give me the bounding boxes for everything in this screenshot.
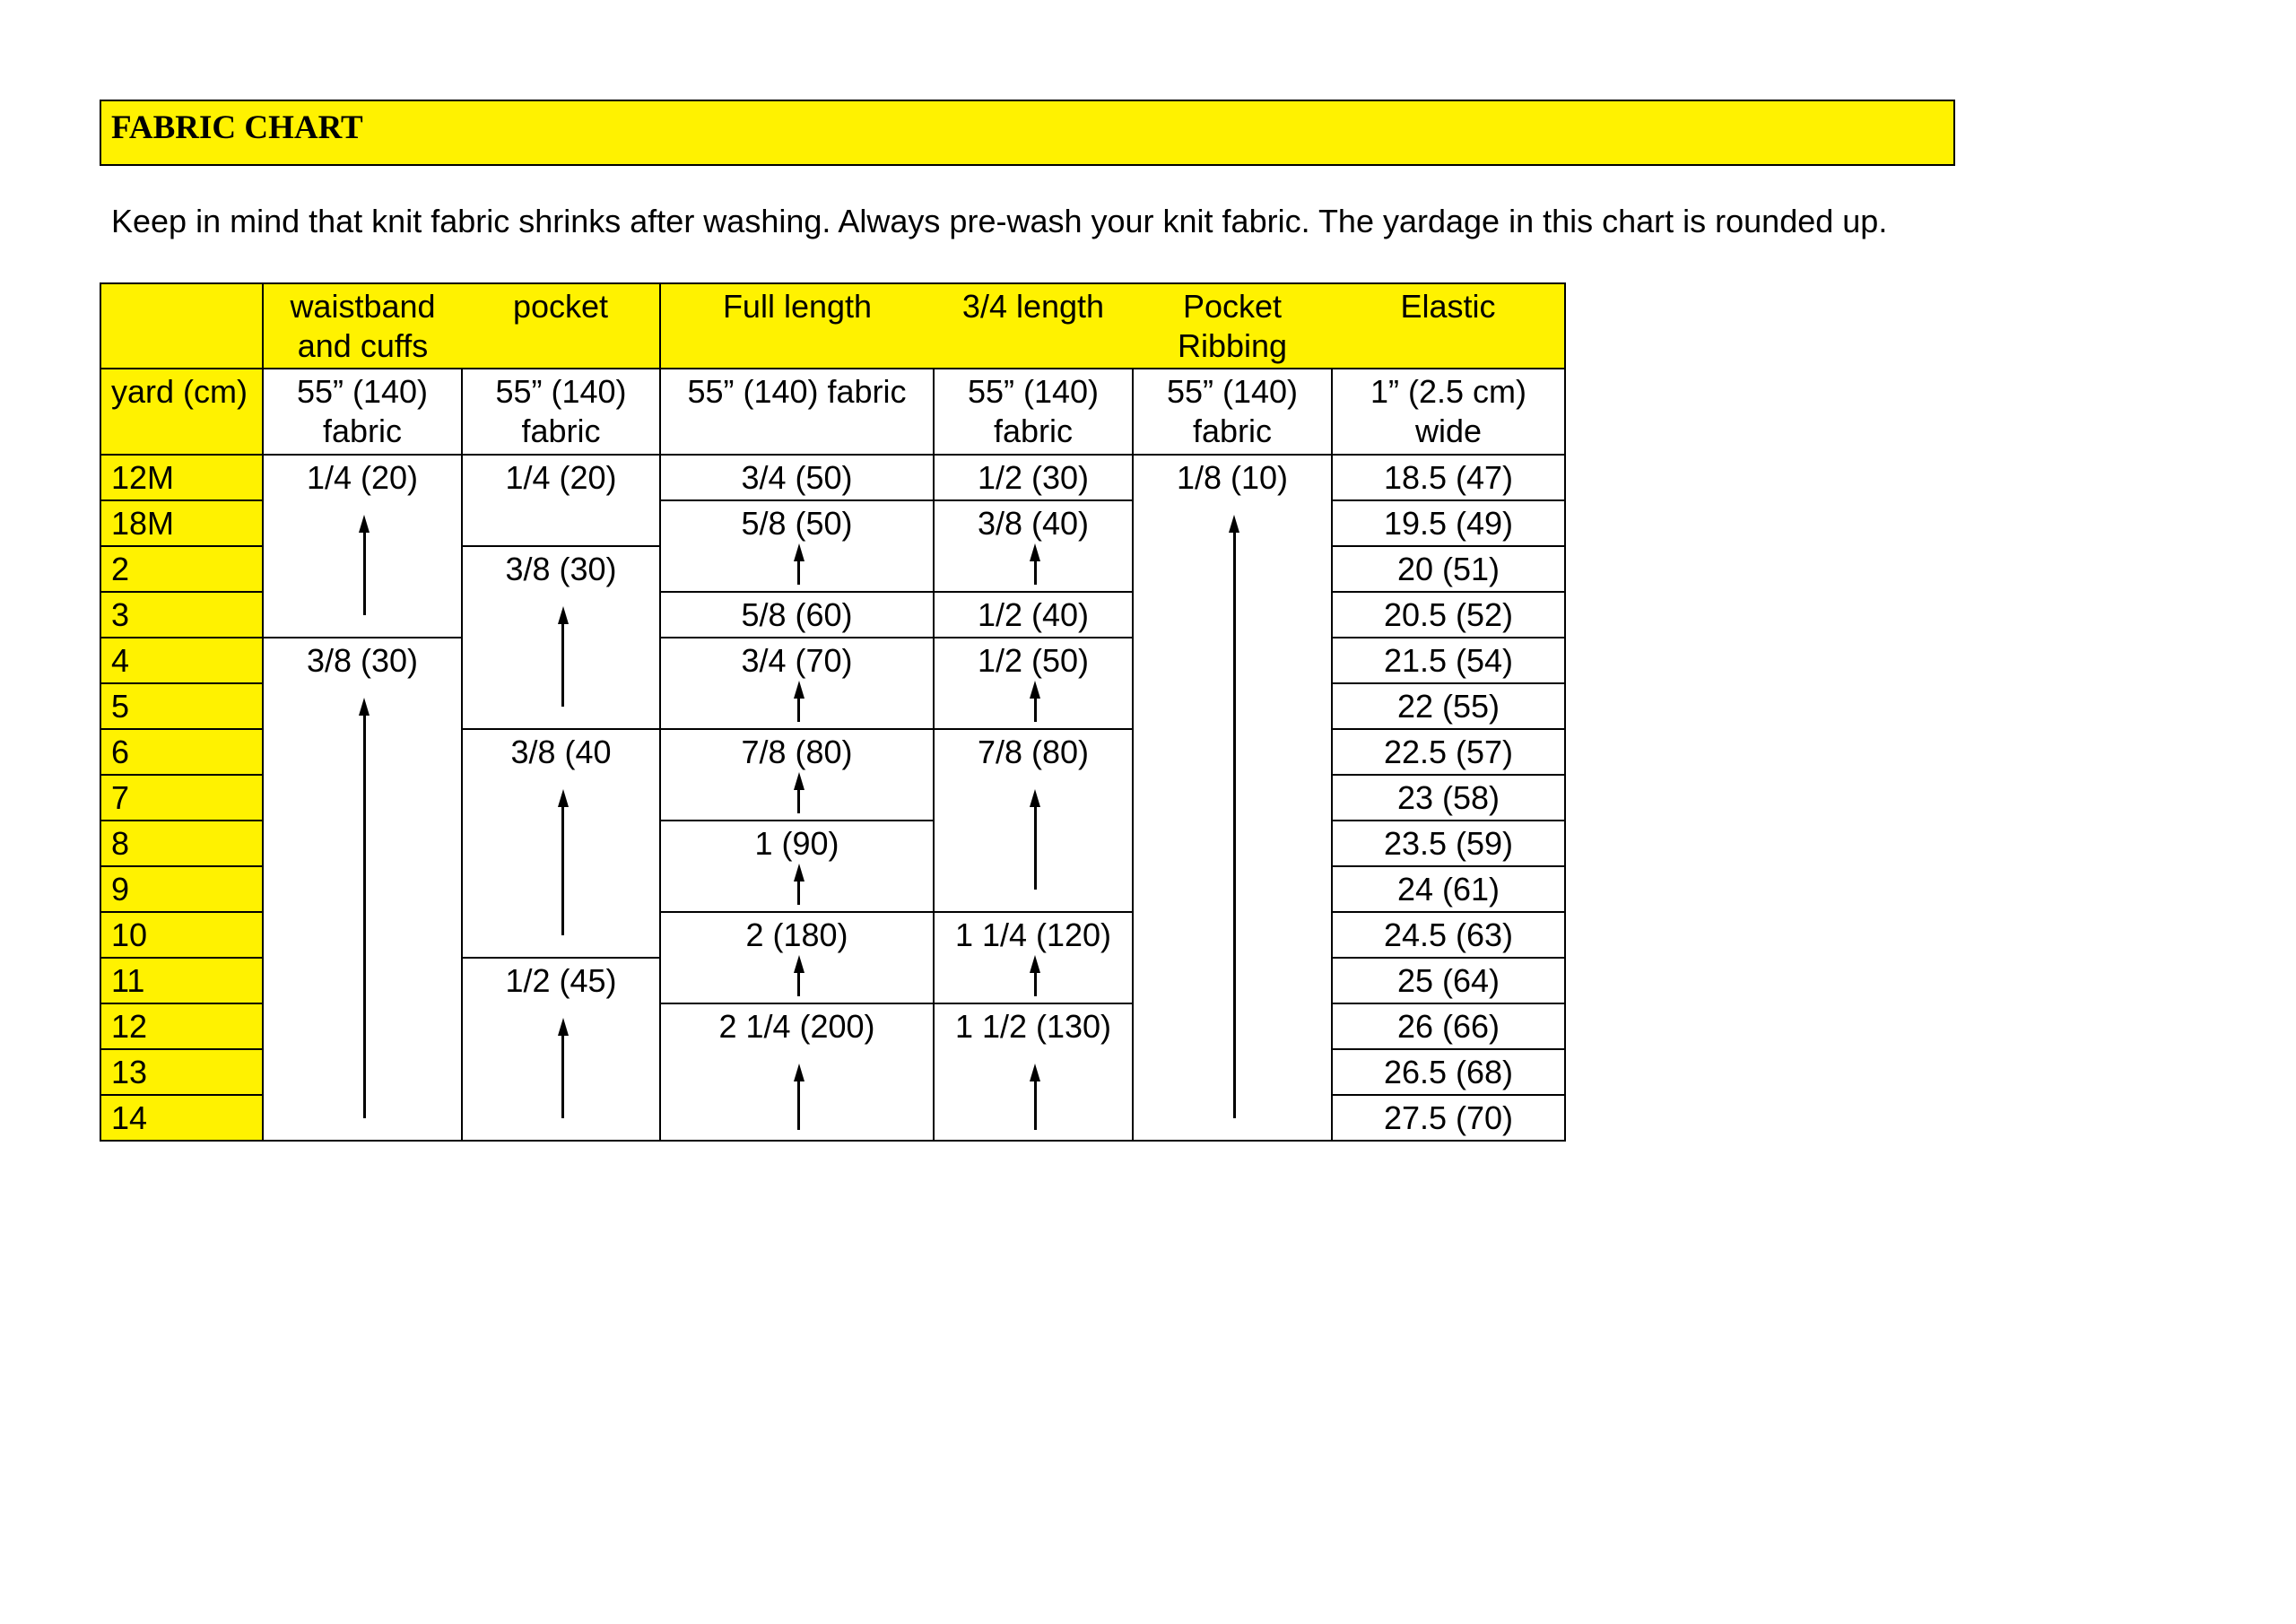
chart-value-cell	[1332, 1049, 1565, 1095]
size-label: 11	[100, 958, 263, 1003]
fabric-spec-cell: 55” (140) fabric	[660, 369, 934, 455]
chart-value: 26.5 (68)	[1383, 1054, 1514, 1090]
up-arrow-icon	[1029, 543, 1041, 585]
column-header-3-4-length: 3/4 length	[934, 283, 1133, 369]
chart-value: 20 (51)	[1396, 551, 1500, 587]
chart-value-cell	[1332, 1095, 1565, 1141]
size-label: 3	[100, 592, 263, 638]
chart-value-cell	[1332, 683, 1565, 729]
size-label: 5	[100, 683, 263, 729]
chart-body	[100, 369, 1565, 1141]
chart-value: 20.5 (52)	[1383, 596, 1514, 633]
chart-value: 3/4 (70)	[741, 642, 853, 679]
chart-head	[100, 283, 1565, 369]
chart-value: 27.5 (70)	[1383, 1099, 1514, 1136]
chart-value-cell	[660, 638, 934, 729]
size-label: 8	[100, 821, 263, 866]
up-arrow-icon	[358, 515, 370, 615]
chart-value-cell	[1332, 729, 1565, 775]
up-arrow-icon	[793, 681, 805, 722]
fabric-chart-table	[100, 282, 1566, 1142]
spec-row-label: yard (cm)	[100, 369, 263, 455]
column-header-elastic: Elastic	[1332, 283, 1565, 369]
chart-value: 3/4 (50)	[741, 459, 853, 496]
chart-value-cell	[462, 729, 660, 958]
up-arrow-icon	[358, 698, 370, 1118]
chart-value: 24.5 (63)	[1383, 916, 1514, 953]
up-arrow-icon	[793, 772, 805, 813]
up-arrow-icon	[557, 606, 570, 707]
up-arrow-icon	[557, 789, 570, 935]
chart-value-cell	[1133, 455, 1332, 1141]
chart-value-cell	[1332, 592, 1565, 638]
chart-value: 1/2 (50)	[977, 642, 1090, 679]
chart-value-cell	[934, 912, 1133, 1003]
chart-value-cell	[1332, 1003, 1565, 1049]
up-arrow-icon	[1029, 789, 1041, 890]
chart-value: 22.5 (57)	[1383, 734, 1514, 770]
chart-value: 1/4 (20)	[505, 459, 617, 496]
chart-value: 19.5 (49)	[1383, 505, 1514, 542]
column-header-pocket-ribbing: Pocket Ribbing	[1133, 283, 1332, 369]
corner-header-cell	[100, 283, 263, 369]
size-label: 4	[100, 638, 263, 683]
chart-value-cell	[660, 1003, 934, 1141]
up-arrow-icon	[793, 543, 805, 585]
fabric-spec-cell: 55” (140) fabric	[934, 369, 1133, 455]
chart-value-cell	[660, 592, 934, 638]
chart-value: 1/2 (40)	[977, 596, 1090, 633]
chart-value-cell	[1332, 546, 1565, 592]
shrinkage-note: Keep in mind that knit fabric shrinks after washing. Always pre-wash your knit fabric. The yardage in this chart is rounded up.	[111, 203, 1888, 239]
chart-value-cell	[1332, 775, 1565, 821]
chart-value: 21.5 (54)	[1383, 642, 1514, 679]
chart-value: 22 (55)	[1396, 688, 1500, 725]
size-label: 10	[100, 912, 263, 958]
chart-value: 23 (58)	[1396, 779, 1500, 816]
up-arrow-icon	[1029, 681, 1041, 722]
chart-value: 1 1/4 (120)	[954, 916, 1112, 953]
chart-value-cell	[660, 500, 934, 592]
chart-value: 5/8 (60)	[741, 596, 853, 633]
column-header-pocket: pocket	[462, 283, 660, 369]
fabric-spec-cell: 55” (140) fabric	[1133, 369, 1332, 455]
column-header-full-length: Full length	[660, 283, 934, 369]
chart-value: 18.5 (47)	[1383, 459, 1514, 496]
chart-value-cell	[934, 729, 1133, 912]
chart-value: 25 (64)	[1396, 962, 1500, 999]
chart-value: 26 (66)	[1396, 1008, 1500, 1045]
size-label: 18M	[100, 500, 263, 546]
up-arrow-icon	[1029, 1064, 1041, 1130]
chart-value-cell	[1332, 958, 1565, 1003]
up-arrow-icon	[793, 955, 805, 996]
size-label: 12	[100, 1003, 263, 1049]
up-arrow-icon	[557, 1018, 570, 1118]
chart-value: 1/2 (45)	[505, 962, 617, 999]
up-arrow-icon	[1228, 515, 1240, 1118]
up-arrow-icon	[793, 864, 805, 905]
fabric-spec-row	[100, 369, 1565, 455]
fabric-spec-cell: 1” (2.5 cm) wide	[1332, 369, 1565, 455]
fabric-spec-cell: 55” (140) fabric	[263, 369, 462, 455]
chart-value-cell	[934, 455, 1133, 500]
chart-value: 1 (90)	[754, 825, 839, 862]
chart-value-cell	[1332, 912, 1565, 958]
size-label: 14	[100, 1095, 263, 1141]
chart-value-cell	[660, 729, 934, 821]
chart-value-cell	[660, 912, 934, 1003]
chart-value: 2 (180)	[745, 916, 848, 953]
chart-value-cell	[462, 958, 660, 1141]
size-label: 6	[100, 729, 263, 775]
chart-value-cell	[1332, 500, 1565, 546]
size-label: 13	[100, 1049, 263, 1095]
column-header-row	[100, 283, 1565, 369]
chart-value-cell	[934, 592, 1133, 638]
chart-value-cell	[1332, 455, 1565, 500]
up-arrow-icon	[793, 1064, 805, 1130]
chart-value-cell	[1332, 821, 1565, 866]
chart-value-cell	[934, 638, 1133, 729]
chart-value: 3/8 (40	[510, 734, 612, 770]
chart-value-cell	[934, 1003, 1133, 1141]
up-arrow-icon	[1029, 955, 1041, 996]
size-label: 7	[100, 775, 263, 821]
chart-value: 7/8 (80)	[741, 734, 853, 770]
chart-value-cell	[660, 455, 934, 500]
chart-value: 7/8 (80)	[977, 734, 1090, 770]
size-label: 9	[100, 866, 263, 912]
size-row	[100, 455, 1565, 500]
chart-value: 1 1/2 (130)	[954, 1008, 1112, 1045]
chart-value: 5/8 (50)	[741, 505, 853, 542]
chart-value: 1/4 (20)	[306, 459, 419, 496]
column-header-waistband-and-cuffs: waistband and cuffs	[263, 283, 462, 369]
size-row	[100, 638, 1565, 683]
chart-value: 23.5 (59)	[1383, 825, 1514, 862]
chart-value-cell	[1332, 638, 1565, 683]
chart-value: 2 1/4 (200)	[718, 1008, 875, 1045]
chart-value-cell	[263, 638, 462, 1141]
chart-value: 3/8 (40)	[977, 505, 1090, 542]
size-label: 2	[100, 546, 263, 592]
chart-value-cell	[1332, 866, 1565, 912]
chart-value: 1/2 (30)	[977, 459, 1090, 496]
page-title: FABRIC CHART	[111, 109, 363, 146]
chart-value-cell	[660, 821, 934, 912]
chart-value: 24 (61)	[1396, 871, 1500, 908]
chart-value-cell	[462, 546, 660, 729]
title-bar	[100, 100, 1955, 166]
chart-value: 1/8 (10)	[1176, 459, 1289, 496]
chart-value-cell	[934, 500, 1133, 592]
chart-value-cell	[263, 455, 462, 638]
fabric-spec-cell: 55” (140) fabric	[462, 369, 660, 455]
chart-value: 3/8 (30)	[306, 642, 419, 679]
chart-value-cell	[462, 455, 660, 546]
chart-value: 3/8 (30)	[505, 551, 617, 587]
size-label: 12M	[100, 455, 263, 500]
